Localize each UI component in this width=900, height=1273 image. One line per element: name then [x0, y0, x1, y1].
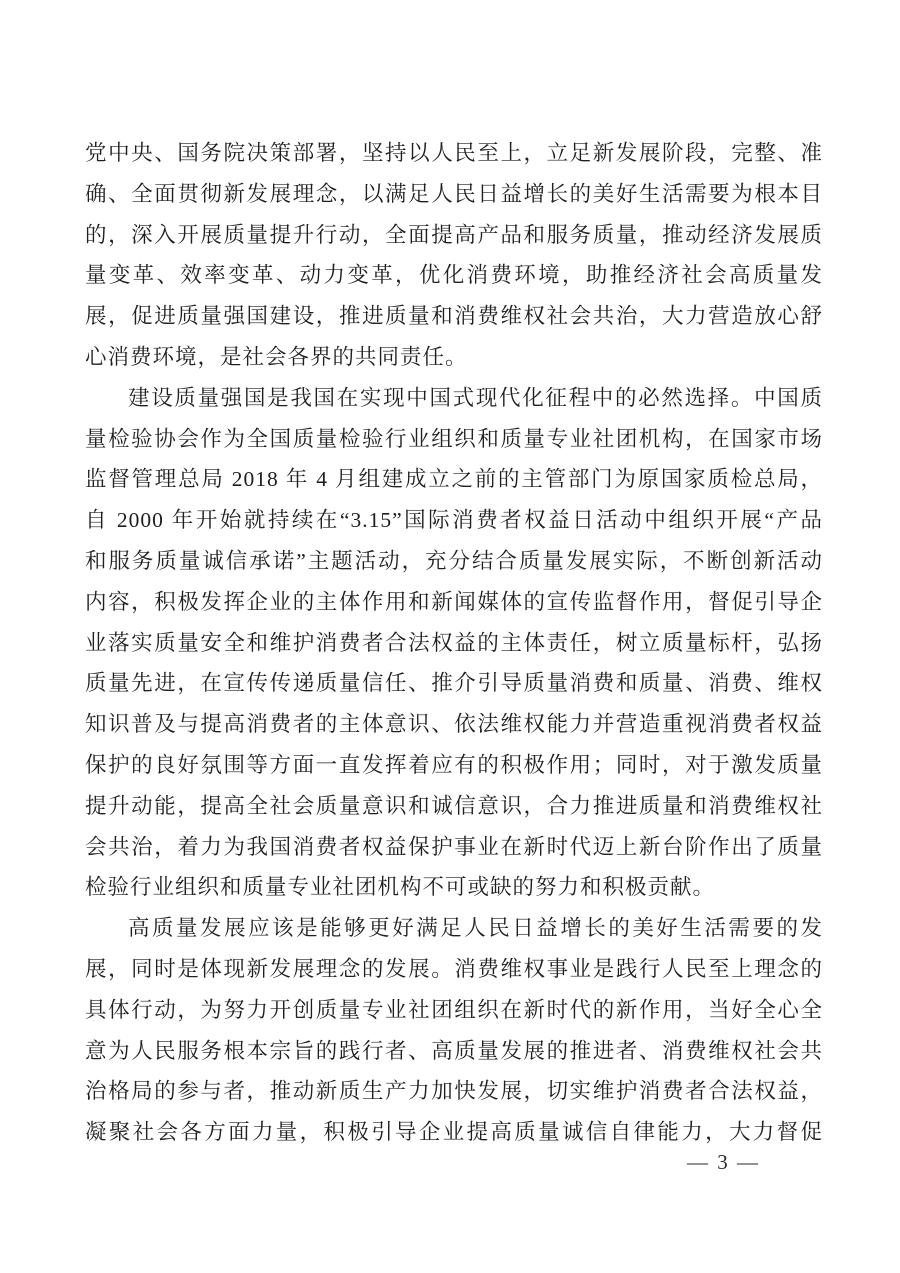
text-line: 内容，积极发挥企业的主体作用和新闻媒体的宣传监督作用，督促引导企 — [85, 589, 823, 614]
text-line: 建设质量强国是我国在实现中国式现代化征程中的必然选择。中国质 — [128, 385, 823, 410]
text-line: 质量先进，在宣传传递质量信任、推介引导质量消费和质量、消费、维权 — [85, 671, 823, 696]
text-line: 凝聚社会各方面力量，积极引导企业提高质量诚信自律能力，大力督促 — [85, 1120, 823, 1145]
text-line: 心消费环境，是社会各界的共同责任。 — [85, 344, 468, 369]
text-line: 量变革、效率变革、动力变革，优化消费环境，助推经济社会高质量发 — [85, 263, 823, 288]
text-line: 业落实质量安全和维护消费者合法权益的主体责任，树立质量标杆，弘扬 — [85, 630, 823, 655]
text-line: 展，促进质量强国建设，推进质量和消费维权社会共治，大力营造放心舒 — [85, 304, 823, 329]
text-line: 高质量发展应该是能够更好满足人民日益增长的美好生活需要的发 — [128, 916, 823, 941]
text-line: 提升动能，提高全社会质量意识和诚信意识，合力推进质量和消费维权社 — [85, 793, 823, 818]
text-line: 保护的良好氛围等方面一直发挥着应有的积极作用；同时，对于激发质量 — [85, 752, 823, 777]
paragraph — [85, 133, 823, 378]
text-line: 自 2000 年开始就持续在“3.15”国际消费者权益日活动中组织开展“产品 — [85, 508, 823, 533]
text-line: 监督管理总局 2018 年 4 月组建成立之前的主管部门为原国家质检总局， — [85, 467, 823, 492]
document-body — [85, 133, 823, 1153]
text-line: 展，同时是体现新发展理念的发展。消费维权事业是践行人民至上理念的 — [85, 956, 823, 981]
text-line: 的，深入开展质量提升行动，全面提高产品和服务质量，推动经济发展质 — [85, 222, 823, 247]
text-line: 量检验协会作为全国质量检验行业组织和质量专业社团机构，在国家市场 — [85, 426, 823, 451]
page-number: — 3 — — [687, 1150, 760, 1174]
paragraph — [85, 908, 823, 1153]
text-line: 检验行业组织和质量专业社团机构不可或缺的努力和积极贡献。 — [85, 875, 716, 900]
text-line: 党中央、国务院决策部署，坚持以人民至上，立足新发展阶段，完整、准 — [85, 141, 823, 165]
text-line: 知识普及与提高消费者的主体意识、依法维权能力并营造重视消费者权益 — [85, 712, 823, 737]
text-line: 会共治，着力为我国消费者权益保护事业在新时代迈上新台阶作出了质量 — [85, 834, 823, 859]
text-line: 具体行动，为努力开创质量专业社团组织在新时代的新作用，当好全心全 — [85, 997, 823, 1022]
text-line: 治格局的参与者，推动新质生产力加快发展，切实维护消费者合法权益， — [85, 1079, 823, 1104]
paragraph — [85, 378, 823, 908]
text-line: 确、全面贯彻新发展理念，以满足人民日益增长的美好生活需要为根本目 — [85, 181, 823, 206]
text-line: 和服务质量诚信承诺”主题活动，充分结合质量发展实际，不断创新活动 — [85, 548, 823, 573]
text-line: 意为人民服务根本宗旨的践行者、高质量发展的推进者、消费维权社会共 — [85, 1038, 823, 1063]
